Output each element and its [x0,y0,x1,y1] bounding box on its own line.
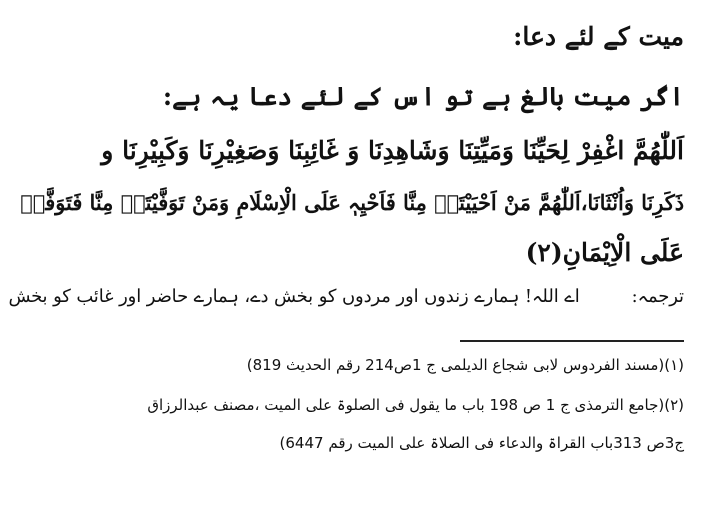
footnote-2: (۲)(جامع الترمذی ج 1 ص 198 باب ما یقول فی الصلوۃ علی المیت ،مصنف عبدالرزاق [147,396,684,414]
footnote-1: (۱)(مسند الفردوس لابی شجاع الدیلمی ج 1ص214 رقم الحدیث 819) [246,356,684,374]
arabic-dua-line-1: اَللّٰھُمَّ اغْفِرْ لِحَیِّنَا وَمَیِّتِنَا وَشَاھِدِنَا وَ غَائِبِنَا وَصَغِیْرِنَا وَکَبِیْرِنَا و [101,136,684,165]
translation-line [8,287,684,307]
translation-text: اے اللہ! ہمارے زندوں اور مردوں کو بخش دے، ہمارے حاضر اور غائب کو بخش [8,287,580,307]
heading-funeral-prayer: میت کے لئے دعا: [513,22,684,51]
footnote-divider [460,340,684,342]
arabic-dua-line-3: عَلَی الْاِیْمَانِ(۲) [525,238,684,267]
translation-label: ترجمہ: [631,287,684,307]
arabic-dua-line-2: ذَکَرِنَا وَاُنْثَانَا،اَللّٰھُمَّ مَنْ اَحْیَیْتَہٗ مِنَّا فَاَحْیِہٖ عَلَی الْاِسْلَامِ وَمَنْ تَوَفَّیْتَہٗ مِنَّا فَتَوَفَّہٗ [20,190,684,215]
heading-adult-deceased: اگر میت بالغ ہے تو اس کے لئے دعا یہ ہے: [162,82,684,111]
footnote-2-continued: ج3ص 313باب القراۃ والدعاء فی الصلاۃ علی المیت رقم 6447) [279,434,684,452]
